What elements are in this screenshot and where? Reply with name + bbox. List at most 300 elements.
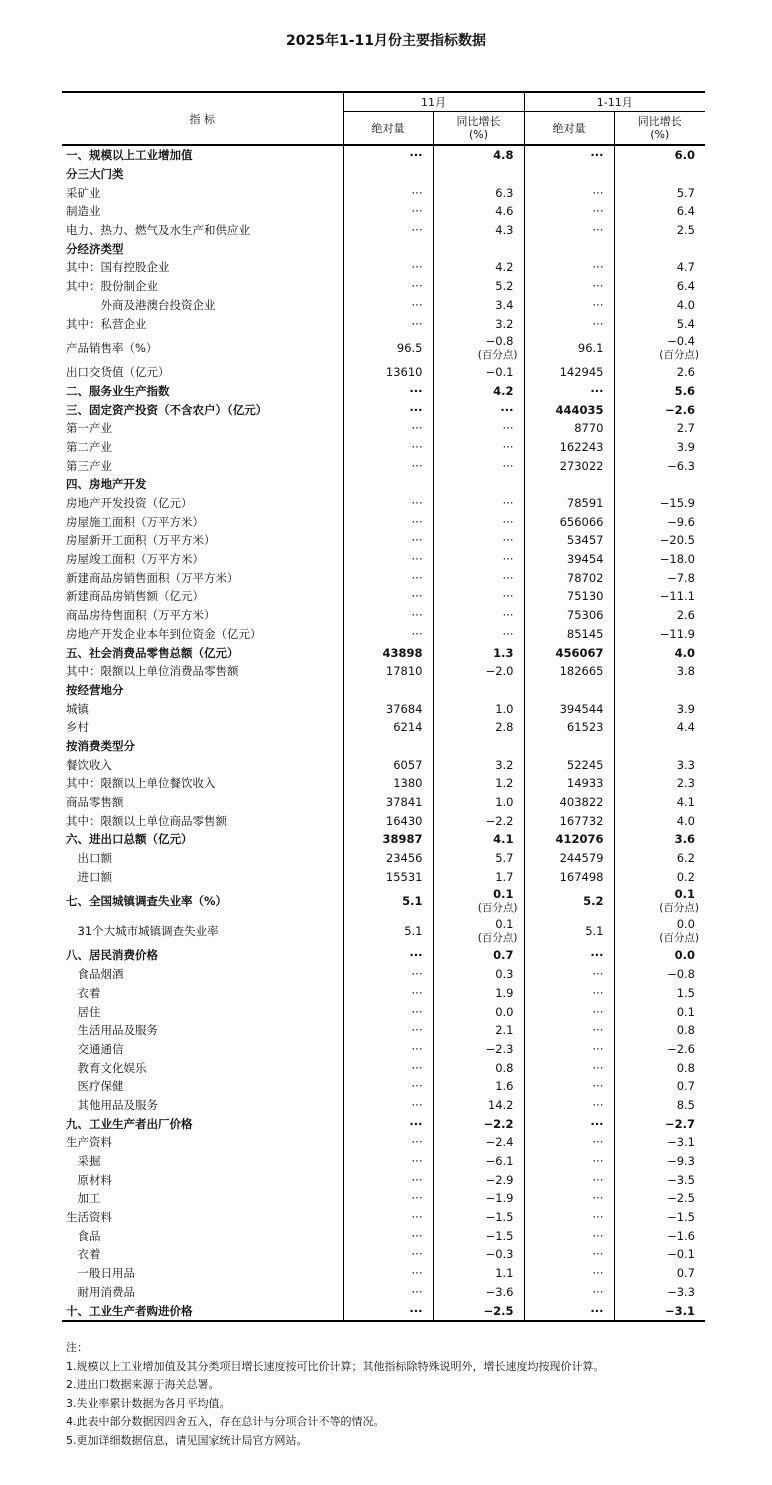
ytd-growth-value: −6.3: [667, 458, 695, 473]
nov-absolute: [343, 145, 433, 165]
row-label-value: 第一产业: [66, 421, 112, 436]
nov-growth: [433, 1264, 524, 1283]
ytd-growth: [614, 1040, 705, 1059]
row-label: [62, 1301, 343, 1321]
nov-absolute-value: ···: [409, 948, 423, 963]
ytd-growth-value: −9.3: [667, 1154, 695, 1169]
ytd-growth: [614, 625, 705, 644]
nov-growth: [433, 1208, 524, 1227]
nov-absolute-value: ···: [411, 1172, 423, 1187]
nov-absolute-value: 16430: [385, 813, 423, 828]
ytd-growth-value: 5.7: [676, 185, 695, 200]
nov-growth-value: 2.8: [495, 720, 514, 735]
ytd-growth-value: −7.8: [667, 570, 695, 585]
nov-absolute-value: ···: [411, 496, 423, 511]
row-label: [62, 718, 343, 737]
row-label-value: 五、社会消费品零售总额（亿元）: [66, 645, 239, 660]
row-label: [62, 202, 343, 221]
nov-absolute: [343, 419, 433, 438]
nov-absolute: [343, 1077, 433, 1096]
row-label: [62, 625, 343, 644]
nov-growth-value: 1.6: [495, 1079, 514, 1094]
ytd-absolute: [524, 438, 614, 457]
nov-growth-value: −2.4: [485, 1135, 514, 1150]
ytd-absolute: [524, 886, 614, 916]
ytd-absolute-value: 394544: [559, 701, 604, 716]
table-row: [62, 239, 705, 258]
nov-absolute: [343, 830, 433, 849]
ytd-absolute-value: 142945: [559, 365, 604, 380]
row-label-value: 七、全国城镇调查失业率（%）: [66, 894, 228, 909]
row-label: [62, 1114, 343, 1133]
nov-growth: [433, 456, 524, 475]
row-label: [62, 643, 343, 662]
nov-absolute: [343, 793, 433, 812]
nov-absolute: [343, 1226, 433, 1245]
row-label-value: 出口额: [66, 851, 112, 866]
ytd-absolute: [524, 867, 614, 886]
ytd-absolute-value: ···: [592, 297, 604, 312]
nov-absolute: [343, 737, 433, 756]
ytd-growth-value: −9.6: [667, 514, 695, 529]
ytd-growth: [614, 755, 705, 774]
nov-growth-value: −6.1: [485, 1154, 514, 1169]
ytd-growth: [614, 1301, 705, 1321]
ytd-growth: [614, 438, 705, 457]
ytd-growth: [614, 1264, 705, 1283]
nov-growth: [433, 643, 524, 662]
ytd-growth-value: 0.8: [676, 1060, 695, 1075]
ytd-absolute-value: 5.1: [585, 924, 604, 939]
nov-absolute-value: ···: [411, 533, 423, 548]
table-row: [62, 1114, 705, 1133]
nov-growth: [433, 662, 524, 681]
table-row: [62, 438, 705, 457]
ytd-absolute-value: 85145: [566, 626, 604, 641]
nov-absolute-value: ···: [411, 1023, 423, 1038]
ytd-growth-value: 4.0: [676, 297, 695, 312]
row-label: [62, 568, 343, 587]
nov-absolute: [343, 606, 433, 625]
table-row: [62, 419, 705, 438]
ytd-absolute: [524, 1245, 614, 1264]
nov-growth: [433, 1002, 524, 1021]
row-label: [62, 916, 343, 946]
ytd-growth-value: −15.9: [659, 496, 695, 511]
ytd-growth-value: 2.5: [676, 223, 695, 238]
ytd-growth-value: −2.6: [664, 402, 695, 417]
ytd-absolute-value: 656066: [559, 514, 604, 529]
nov-absolute-value: ···: [411, 1079, 423, 1094]
ytd-absolute: [524, 568, 614, 587]
row-label-value: 其他用品及服务: [66, 1097, 158, 1112]
table-row: [62, 662, 705, 681]
nov-absolute-value: 23456: [385, 851, 423, 866]
nov-growth-value: 3.2: [495, 757, 514, 772]
nov-growth: [433, 1226, 524, 1245]
nov-growth: [433, 1021, 524, 1040]
nov-absolute: [343, 550, 433, 569]
ytd-growth: [614, 811, 705, 830]
ytd-absolute: [524, 681, 614, 700]
ytd-absolute: [524, 774, 614, 793]
row-label: [62, 1058, 343, 1077]
row-label: [62, 1170, 343, 1189]
row-label: [62, 239, 343, 258]
row-label: [62, 1152, 343, 1171]
note-item: 3.失业率累计数据为各月平均值。: [66, 1396, 231, 1410]
row-label: [62, 531, 343, 550]
ytd-growth-value: 0.8: [676, 1023, 695, 1038]
ytd-absolute-value: 5.2: [583, 894, 604, 909]
ytd-growth: [614, 643, 705, 662]
ytd-absolute-value: 412076: [555, 832, 604, 847]
row-label-value: 居住: [66, 1004, 101, 1019]
ytd-absolute-value: 456067: [555, 645, 604, 660]
nov-absolute: [343, 849, 433, 868]
ytd-growth: [614, 1245, 705, 1264]
header-yoy-label: 同比增长: [456, 115, 501, 128]
ytd-absolute-value: ···: [592, 967, 604, 982]
nov-growth-value: −2.9: [485, 1172, 514, 1187]
ytd-growth-value: 4.0: [674, 645, 695, 660]
ytd-growth-value: −20.5: [659, 533, 695, 548]
table-row: [62, 1301, 705, 1321]
nov-absolute: [343, 382, 433, 401]
table-row: [62, 793, 705, 812]
ytd-absolute: [524, 512, 614, 531]
nov-growth: [433, 296, 524, 315]
nov-absolute: [343, 1152, 433, 1171]
row-label-value: 医疗保健: [66, 1079, 124, 1094]
table-row: [62, 886, 705, 916]
ytd-growth: [614, 1283, 705, 1302]
nov-absolute-value: ···: [411, 439, 423, 454]
ytd-growth-value: 3.8: [676, 664, 695, 679]
table-row: [62, 830, 705, 849]
ytd-growth-value: −18.0: [659, 552, 695, 567]
row-label: [62, 1264, 343, 1283]
ytd-absolute-value: ···: [592, 260, 604, 275]
nov-growth: [433, 1096, 524, 1115]
table-row: [62, 1226, 705, 1245]
ytd-growth-value: −2.5: [667, 1191, 695, 1206]
table-row: [62, 718, 705, 737]
row-label: [62, 1189, 343, 1208]
row-label-value: 分经济类型: [66, 241, 124, 256]
row-label: [62, 1208, 343, 1227]
nov-absolute: [343, 165, 433, 184]
ytd-absolute-value: 444035: [555, 402, 604, 417]
table-row: [62, 774, 705, 793]
ytd-absolute-value: ···: [592, 1079, 604, 1094]
nov-growth-value: 4.6: [495, 204, 514, 219]
nov-growth: [433, 363, 524, 382]
ytd-growth-value: −3.5: [667, 1172, 695, 1187]
ytd-growth: [614, 984, 705, 1003]
row-label: [62, 946, 343, 965]
row-label-value: 一般日用品: [66, 1266, 135, 1281]
ytd-growth-value: 3.9: [676, 701, 695, 716]
nov-absolute-value: ···: [411, 1004, 423, 1019]
ytd-absolute-value: 52245: [566, 757, 604, 772]
row-label-value: 商品零售额: [66, 795, 124, 810]
row-label: [62, 1021, 343, 1040]
row-label: [62, 886, 343, 916]
nov-absolute: [343, 1283, 433, 1302]
row-label: [62, 774, 343, 793]
nov-absolute: [343, 456, 433, 475]
ytd-growth-value: −3.1: [667, 1135, 695, 1150]
ytd-absolute: [524, 946, 614, 965]
nov-absolute-value: ···: [409, 402, 423, 417]
nov-growth: [433, 382, 524, 401]
ytd-growth: [614, 258, 705, 277]
ytd-absolute: [524, 239, 614, 258]
row-label-value: 加工: [66, 1191, 101, 1206]
nov-growth-value: 1.0: [495, 701, 514, 716]
row-label: [62, 1245, 343, 1264]
row-label-value: 房地产开发投资（亿元）: [66, 496, 193, 511]
ytd-absolute: [524, 475, 614, 494]
nov-growth: [433, 1152, 524, 1171]
ytd-absolute-value: 78702: [566, 570, 604, 585]
row-label-value: 八、居民消费价格: [66, 948, 158, 963]
row-label-value: 生产资料: [66, 1135, 112, 1150]
ytd-growth-value: 4.0: [676, 813, 695, 828]
unit-note: (百分点): [477, 348, 518, 361]
nov-absolute-value: 15531: [385, 869, 423, 884]
ytd-growth-value: −0.8: [667, 967, 695, 982]
nov-absolute: [343, 1096, 433, 1115]
row-label: [62, 965, 343, 984]
row-label-value: 食品: [66, 1228, 101, 1243]
table-row: [62, 1133, 705, 1152]
nov-absolute-value: ···: [411, 1284, 423, 1299]
ytd-growth-value: 2.6: [676, 365, 695, 380]
row-label-value: 十、工业生产者购进价格: [66, 1303, 193, 1318]
table-row: [62, 1264, 705, 1283]
note-item: 5.更加详细数据信息，请见国家统计局官方网站。: [66, 1433, 308, 1447]
ytd-growth-value: 2.6: [676, 608, 695, 623]
nov-growth: [433, 916, 524, 946]
table-row: [62, 145, 705, 165]
nov-absolute: [343, 1245, 433, 1264]
ytd-absolute-value: ···: [592, 1154, 604, 1169]
nov-growth: [433, 512, 524, 531]
nov-growth-value: ···: [502, 458, 514, 473]
nov-absolute-value: 37841: [385, 795, 423, 810]
nov-absolute: [343, 811, 433, 830]
nov-absolute: [343, 333, 433, 363]
table-body: [62, 145, 705, 1321]
ytd-growth: [614, 568, 705, 587]
nov-growth-value: 4.1: [493, 832, 514, 847]
nov-absolute-value: 1380: [393, 776, 423, 791]
nov-absolute: [343, 277, 433, 296]
ytd-growth: [614, 1096, 705, 1115]
row-label-value: 商品房待售面积（万平方米）: [66, 608, 216, 623]
table-row: [62, 400, 705, 419]
row-label: [62, 867, 343, 886]
row-label: [62, 699, 343, 718]
ytd-absolute-value: ···: [592, 1041, 604, 1056]
table-row: [62, 494, 705, 513]
ytd-absolute-value: 78591: [566, 496, 604, 511]
ytd-absolute-value: 162243: [559, 439, 604, 454]
nov-absolute: [343, 1189, 433, 1208]
row-label-value: 生活用品及服务: [66, 1023, 158, 1038]
row-label-value: 二、服务业生产指数: [66, 383, 170, 398]
ytd-absolute: [524, 1114, 614, 1133]
nov-growth: [433, 239, 524, 258]
nov-growth-value: 4.2: [493, 383, 514, 398]
nov-absolute: [343, 1170, 433, 1189]
ytd-growth-value: 6.2: [676, 851, 695, 866]
nov-growth: [433, 568, 524, 587]
header-abs-ytd: 绝对量: [524, 112, 614, 146]
nov-growth-value: ···: [502, 570, 514, 585]
nov-growth-value: 6.3: [495, 185, 514, 200]
nov-growth: [433, 165, 524, 184]
ytd-absolute-value: ···: [592, 204, 604, 219]
header-yoy-unit: (%): [468, 128, 489, 141]
header-yoy-label: 同比增长: [637, 115, 682, 128]
ytd-absolute-value: ···: [592, 185, 604, 200]
table-row: [62, 382, 705, 401]
notes-section: [66, 1339, 706, 1450]
ytd-growth: [614, 1021, 705, 1040]
ytd-absolute: [524, 1264, 614, 1283]
nov-growth-value: 2.1: [495, 1023, 514, 1038]
ytd-absolute: [524, 830, 614, 849]
header-indicator: 指 标: [62, 92, 343, 145]
header-yoy-nov: [433, 112, 524, 146]
table-row: [62, 867, 705, 886]
nov-absolute: [343, 662, 433, 681]
ytd-growth: [614, 830, 705, 849]
header-abs-nov: 绝对量: [343, 112, 433, 146]
nov-absolute: [343, 587, 433, 606]
table-row: [62, 916, 705, 946]
nov-absolute-value: 38987: [382, 832, 423, 847]
nov-absolute-value: ···: [411, 458, 423, 473]
table-row: [62, 363, 705, 382]
ytd-absolute: [524, 737, 614, 756]
nov-growth: [433, 737, 524, 756]
row-label: [62, 849, 343, 868]
row-label: [62, 475, 343, 494]
row-label: [62, 755, 343, 774]
row-label: [62, 494, 343, 513]
ytd-growth-value: 0.1: [676, 1004, 695, 1019]
table-row: [62, 568, 705, 587]
ytd-absolute-value: 167498: [559, 869, 604, 884]
ytd-growth-value: −11.9: [659, 626, 695, 641]
ytd-growth: [614, 1226, 705, 1245]
nov-growth-value: −2.0: [485, 664, 514, 679]
nov-growth-value: −0.1: [485, 365, 514, 380]
ytd-absolute-value: ···: [592, 1135, 604, 1150]
note-item: 2.进出口数据来源于海关总署。: [66, 1378, 220, 1391]
row-label: [62, 681, 343, 700]
row-label: [62, 793, 343, 812]
row-label-value: 第三产业: [66, 458, 112, 473]
nov-growth: [433, 314, 524, 333]
table-row: [62, 277, 705, 296]
ytd-absolute: [524, 625, 614, 644]
nov-growth-value: ···: [500, 402, 514, 417]
ytd-growth-value: 6.4: [676, 279, 695, 294]
ytd-growth: [614, 277, 705, 296]
ytd-growth-value: 0.0: [676, 917, 695, 932]
ytd-absolute-value: ···: [592, 985, 604, 1000]
table-row: [62, 681, 705, 700]
nov-absolute-value: ···: [409, 148, 423, 163]
table-row: [62, 606, 705, 625]
nov-growth-value: 3.4: [495, 297, 514, 312]
nov-growth: [433, 587, 524, 606]
nov-growth-value: 0.0: [495, 1004, 514, 1019]
ytd-absolute-value: ···: [592, 279, 604, 294]
header-yoy-unit: (%): [650, 128, 670, 141]
ytd-absolute-value: ···: [592, 1097, 604, 1112]
nov-growth: [433, 946, 524, 965]
ytd-absolute-value: 8770: [574, 421, 604, 436]
row-label-value: 六、进出口总额（亿元）: [66, 832, 193, 847]
nov-growth-value: 1.3: [493, 645, 514, 660]
row-label-value: 四、房地产开发: [66, 477, 147, 492]
nov-absolute: [343, 1021, 433, 1040]
row-label-value: 第二产业: [66, 439, 112, 454]
nov-absolute: [343, 1002, 433, 1021]
unit-note: (百分点): [659, 902, 699, 915]
nov-absolute: [343, 886, 433, 916]
nov-absolute-value: 13610: [385, 365, 423, 380]
ytd-growth: [614, 946, 705, 965]
ytd-absolute-value: 61523: [566, 720, 604, 735]
nov-absolute: [343, 202, 433, 221]
ytd-growth: [614, 314, 705, 333]
nov-growth: [433, 718, 524, 737]
row-label-value: 城镇: [66, 701, 89, 716]
table-row: [62, 643, 705, 662]
nov-growth-value: ···: [502, 608, 514, 623]
nov-absolute-value: ···: [411, 1191, 423, 1206]
unit-note: (百分点): [477, 932, 518, 945]
nov-absolute-value: ···: [411, 1228, 423, 1243]
unit-note: (百分点): [659, 932, 699, 945]
nov-absolute: [343, 867, 433, 886]
nov-growth: [433, 419, 524, 438]
nov-absolute: [343, 965, 433, 984]
ytd-absolute: [524, 606, 614, 625]
row-label-value: 衣着: [66, 985, 101, 1000]
row-label-value: 乡村: [66, 720, 89, 735]
nov-growth: [433, 438, 524, 457]
nov-growth: [433, 1133, 524, 1152]
nov-absolute-value: ···: [411, 1154, 423, 1169]
nov-growth-value: ···: [502, 421, 514, 436]
ytd-growth-value: 0.2: [676, 869, 695, 884]
ytd-absolute: [524, 456, 614, 475]
table-row: [62, 1058, 705, 1077]
nov-growth-value: 1.2: [495, 776, 514, 791]
nov-growth: [433, 867, 524, 886]
ytd-growth: [614, 1208, 705, 1227]
ytd-absolute: [524, 662, 614, 681]
row-label: [62, 438, 343, 457]
